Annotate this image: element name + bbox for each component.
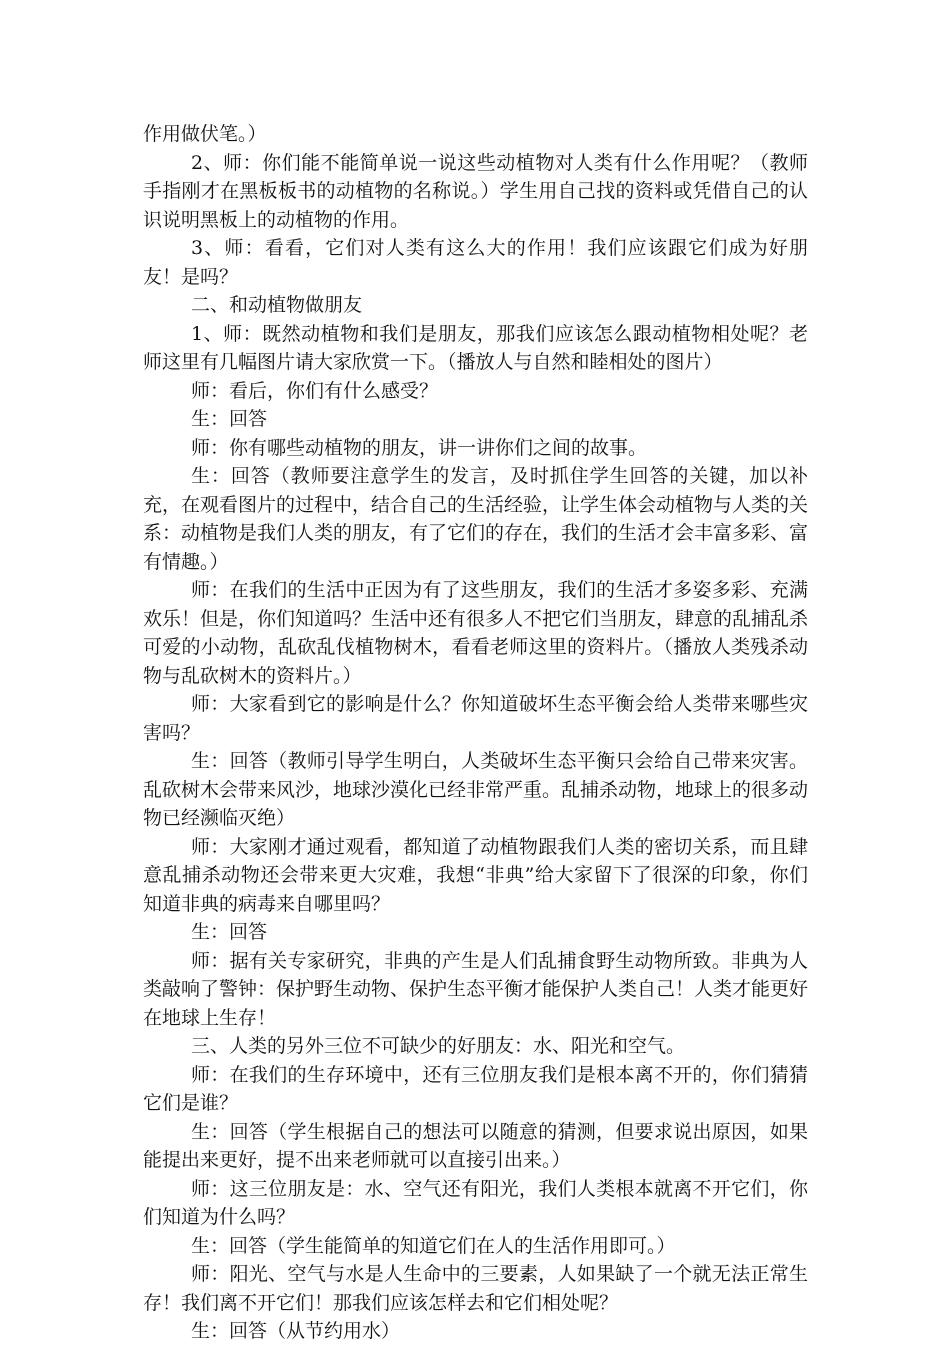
paragraph-teacher-sars: 师：大家刚才通过观看，都知道了动植物跟我们人类的密切关系，而且肆意乱捕杀动物还会带来更大灾难，我想“非典”给大家留下了很深的印象，你们知道非典的病毒来自哪里吗？: [143, 835, 808, 915]
section-heading-3: 三、人类的另外三位不可缺少的好朋友：水、阳光和空气。: [191, 1035, 686, 1057]
paragraph-continuation: 作用做伏笔。）: [143, 123, 267, 145]
paragraph-teacher-water-air-sun: 师：这三位朋友是：水、空气还有阳光，我们人类根本就离不开它们，你们知道为什么吗？: [143, 1177, 808, 1228]
section-heading-2: 二、和动植物做朋友: [191, 294, 363, 316]
document-body: [143, 120, 808, 1346]
paragraph-student-answer: 生：回答: [191, 408, 268, 430]
paragraph-student-simple: 生：回答（学生能简单的知道它们在人的生活作用即可。）: [191, 1234, 676, 1257]
paragraph-teacher-three-friends: 师：在我们的生存环境中，还有三位朋友我们是根本离不开的，你们猜猜它们是谁？: [143, 1063, 808, 1114]
paragraph-teacher-friends: 师：在我们的生活中正因为有了这些朋友，我们的生活才多姿多彩、充满欢乐！但是，你们知道吗？生活中还有很多人不把它们当朋友，肆意的乱捕乱杀可爱的小动物，乱砍乱伐植物树木，看看老师这里的资料片。（播放人类残杀动物与乱砍树木的资料片。）: [143, 579, 809, 687]
paragraph-student-save-water: 生：回答（从节约用水）: [191, 1320, 401, 1342]
paragraph-teacher-question-2: 2、师：你们能不能简单说一说这些动植物对人类有什么作用呢？（教师手指刚才在黑板板书的动植物的名称说。）学生用自己找的资料或凭借自己的认识说明黑板上的动植物的作用。: [143, 151, 808, 231]
paragraph-teacher-expert: 师：据有关专家研究，非典的产生是人们乱捕食野生动物所致。非典为人类敲响了警钟：保护野生动物、保护生态平衡才能保护人类自己！人类才能更好在地球上生存！: [143, 949, 809, 1029]
paragraph-student-answer-2: 生：回答: [191, 921, 268, 943]
paragraph-teacher-feeling: 师：看后，你们有什么感受？: [191, 379, 439, 402]
paragraph-teacher-question-3: 3、师：看看，它们对人类有这么大的作用！我们应该跟它们成为好朋友！是吗？: [143, 237, 808, 288]
paragraph-student-guess: 生：回答（学生根据自己的想法可以随意的猜测，但要求说出原因，如果能提出来更好，提不出来老师就可以直接引出来。）: [143, 1120, 808, 1171]
paragraph-teacher-story: 师：你有哪些动植物的朋友，讲一讲你们之间的故事。: [191, 436, 648, 459]
paragraph-teacher-question-1: 1、师：既然动植物和我们是朋友，那我们应该怎么跟动植物相处呢？老师这里有几幅图片请大家欣赏一下。（播放人与自然和睦相处的图片）: [143, 322, 808, 373]
paragraph-student-answer-note: 生：回答（教师要注意学生的发言，及时抓住学生回答的关键，加以补充，在观看图片的过程中，结合自己的生活经验，让学生体会动植物与人类的关系：动植物是我们人类的朋友，有了它们的存在，我们的生活才会丰富多彩、富有情趣。）: [143, 465, 809, 573]
paragraph-teacher-three-elements: 师：阳光、空气与水是人生命中的三要素，人如果缺了一个就无法正常生存！我们离不开它们！那我们应该怎样去和它们相处呢？: [143, 1263, 808, 1314]
paragraph-teacher-impact: 师：大家看到它的影响是什么？你知道破坏生态平衡会给人类带来哪些灾害吗？: [143, 693, 808, 744]
paragraph-student-disaster: 生：回答（教师引导学生明白，人类破坏生态平衡只会给自己带来灾害。乱砍树木会带来风沙，地球沙漠化已经非常严重。乱捕杀动物，地球上的很多动物已经濒临灭绝）: [143, 750, 809, 829]
